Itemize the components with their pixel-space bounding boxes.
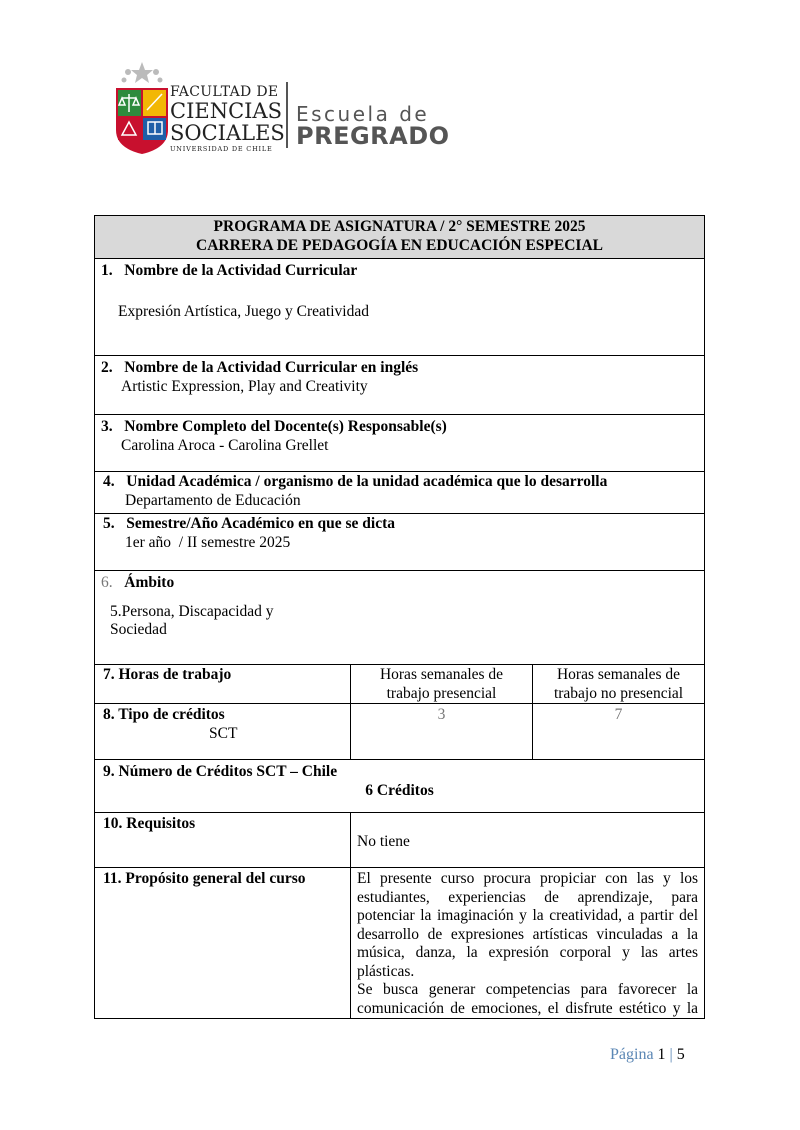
header-line1: PROGRAMA DE ASIGNATURA / 2° SEMESTRE 2025 bbox=[213, 218, 586, 235]
section-1-cell bbox=[95, 259, 705, 356]
section-4-heading bbox=[101, 473, 698, 492]
section-2-value: Artistic Expression, Play and Creativity bbox=[121, 377, 368, 395]
section-7-col1: Horas semanales de trabajo presencial bbox=[351, 665, 533, 704]
program-table bbox=[94, 215, 705, 1019]
section-2-number: 2. bbox=[101, 359, 113, 376]
section-5-cell bbox=[95, 514, 705, 571]
section-6-cell bbox=[95, 571, 705, 665]
section-3-number: 3. bbox=[101, 418, 113, 435]
section-2-title: Nombre de la Actividad Curricular en inglés bbox=[124, 359, 419, 376]
section-9-title: 9. Número de Créditos SCT – Chile bbox=[103, 763, 338, 780]
section-1-value: Expresión Artística, Juego y Creatividad bbox=[118, 302, 369, 320]
section-6-heading bbox=[101, 574, 698, 593]
faculty-logo bbox=[112, 60, 450, 156]
logo-divider bbox=[286, 82, 288, 148]
section-4-cell bbox=[95, 472, 705, 514]
section-3-cell bbox=[95, 415, 705, 472]
section-2-heading bbox=[101, 359, 698, 378]
faculty-line1: FACULTAD DE bbox=[170, 84, 279, 100]
section-8-cell bbox=[95, 704, 351, 760]
section-3-value: Carolina Aroca - Carolina Grellet bbox=[121, 436, 329, 454]
section-1-row bbox=[95, 259, 705, 356]
section-4-number: 4. bbox=[103, 473, 115, 490]
section-2-cell bbox=[95, 356, 705, 415]
section-8-row bbox=[95, 704, 705, 760]
section-5-row bbox=[95, 514, 705, 571]
section-5-heading bbox=[101, 515, 698, 534]
section-6-value bbox=[101, 603, 698, 640]
section-4-value: Departamento de Educación bbox=[125, 491, 301, 509]
section-10-value: No tiene bbox=[351, 813, 705, 868]
section-6-value-line1: 5.Persona, Discapacidad y bbox=[110, 602, 274, 620]
pregrado-label: PREGRADO bbox=[296, 122, 450, 150]
section-4-title: Unidad Académica / organismo de la unidad académica que lo desarrolla bbox=[126, 473, 608, 490]
section-1-heading bbox=[101, 262, 698, 281]
section-3-heading bbox=[101, 418, 698, 437]
table-header bbox=[95, 216, 705, 259]
faculty-line4: UNIVERSIDAD DE CHILE bbox=[170, 145, 273, 153]
section-11-para1: El presente curso procura propiciar con las y los estudiantes, experiencias de aprendizaje, para potenciar la imaginación y la creatividad, a partir del desarrollo de expresiones artísticas vinculadas a la música, danza, la expresión corporal y las artes plásticas. bbox=[357, 870, 699, 980]
section-11-title: 11. Propósito general del curso bbox=[95, 868, 351, 1019]
section-5-value: 1er año / II semestre 2025 bbox=[125, 533, 291, 551]
page-footer bbox=[610, 1046, 685, 1064]
section-10-title: 10. Requisitos bbox=[95, 813, 351, 868]
footer-separator: | bbox=[669, 1046, 673, 1063]
section-11-cell bbox=[351, 868, 705, 1019]
section-11-row bbox=[95, 868, 705, 1019]
section-3-title: Nombre Completo del Docente(s) Responsable(s) bbox=[124, 418, 447, 435]
section-7-title: 7. Horas de trabajo bbox=[95, 665, 351, 704]
section-2-row bbox=[95, 356, 705, 415]
section-6-value-line2: Sociedad bbox=[110, 621, 167, 638]
escuela-label: Escuela de bbox=[296, 102, 430, 126]
header-line2: CARRERA DE PEDAGOGÍA EN EDUCACIÓN ESPECIAL bbox=[196, 236, 603, 254]
section-6-number: 6. bbox=[101, 574, 113, 591]
section-10-row bbox=[95, 813, 705, 868]
section-9-cell bbox=[95, 760, 705, 813]
section-9-row bbox=[95, 760, 705, 813]
header-row bbox=[95, 216, 705, 259]
section-4-row bbox=[95, 472, 705, 514]
section-11-para2: Se busca generar competencias para favorecer la comunicación de emociones, el disfrute estético y la bbox=[357, 981, 699, 1017]
university-seal-icon bbox=[112, 60, 168, 156]
section-8-no-presencial: 7 bbox=[533, 704, 705, 760]
section-7-col2: Horas semanales de trabajo no presencial bbox=[533, 665, 705, 704]
faculty-name bbox=[170, 84, 285, 154]
section-9-value: 6 Créditos bbox=[365, 781, 434, 799]
footer-total: 5 bbox=[676, 1046, 685, 1063]
footer-label: Página bbox=[610, 1046, 654, 1063]
section-7-row bbox=[95, 665, 705, 704]
faculty-line3: SOCIALES bbox=[170, 121, 285, 145]
section-8-presencial: 3 bbox=[351, 704, 533, 760]
section-1-title: Nombre de la Actividad Curricular bbox=[124, 262, 358, 279]
section-8-title: 8. Tipo de créditos bbox=[103, 706, 225, 723]
section-1-number: 1. bbox=[101, 262, 113, 279]
section-3-row bbox=[95, 415, 705, 472]
section-5-title: Semestre/Año Académico en que se dicta bbox=[126, 515, 396, 532]
footer-page: 1 bbox=[657, 1046, 666, 1063]
faculty-line2: CIENCIAS bbox=[170, 99, 282, 123]
section-8-value: SCT bbox=[209, 724, 238, 742]
section-6-row bbox=[95, 571, 705, 665]
section-6-title: Ámbito bbox=[124, 574, 175, 591]
section-5-number: 5. bbox=[103, 515, 115, 532]
